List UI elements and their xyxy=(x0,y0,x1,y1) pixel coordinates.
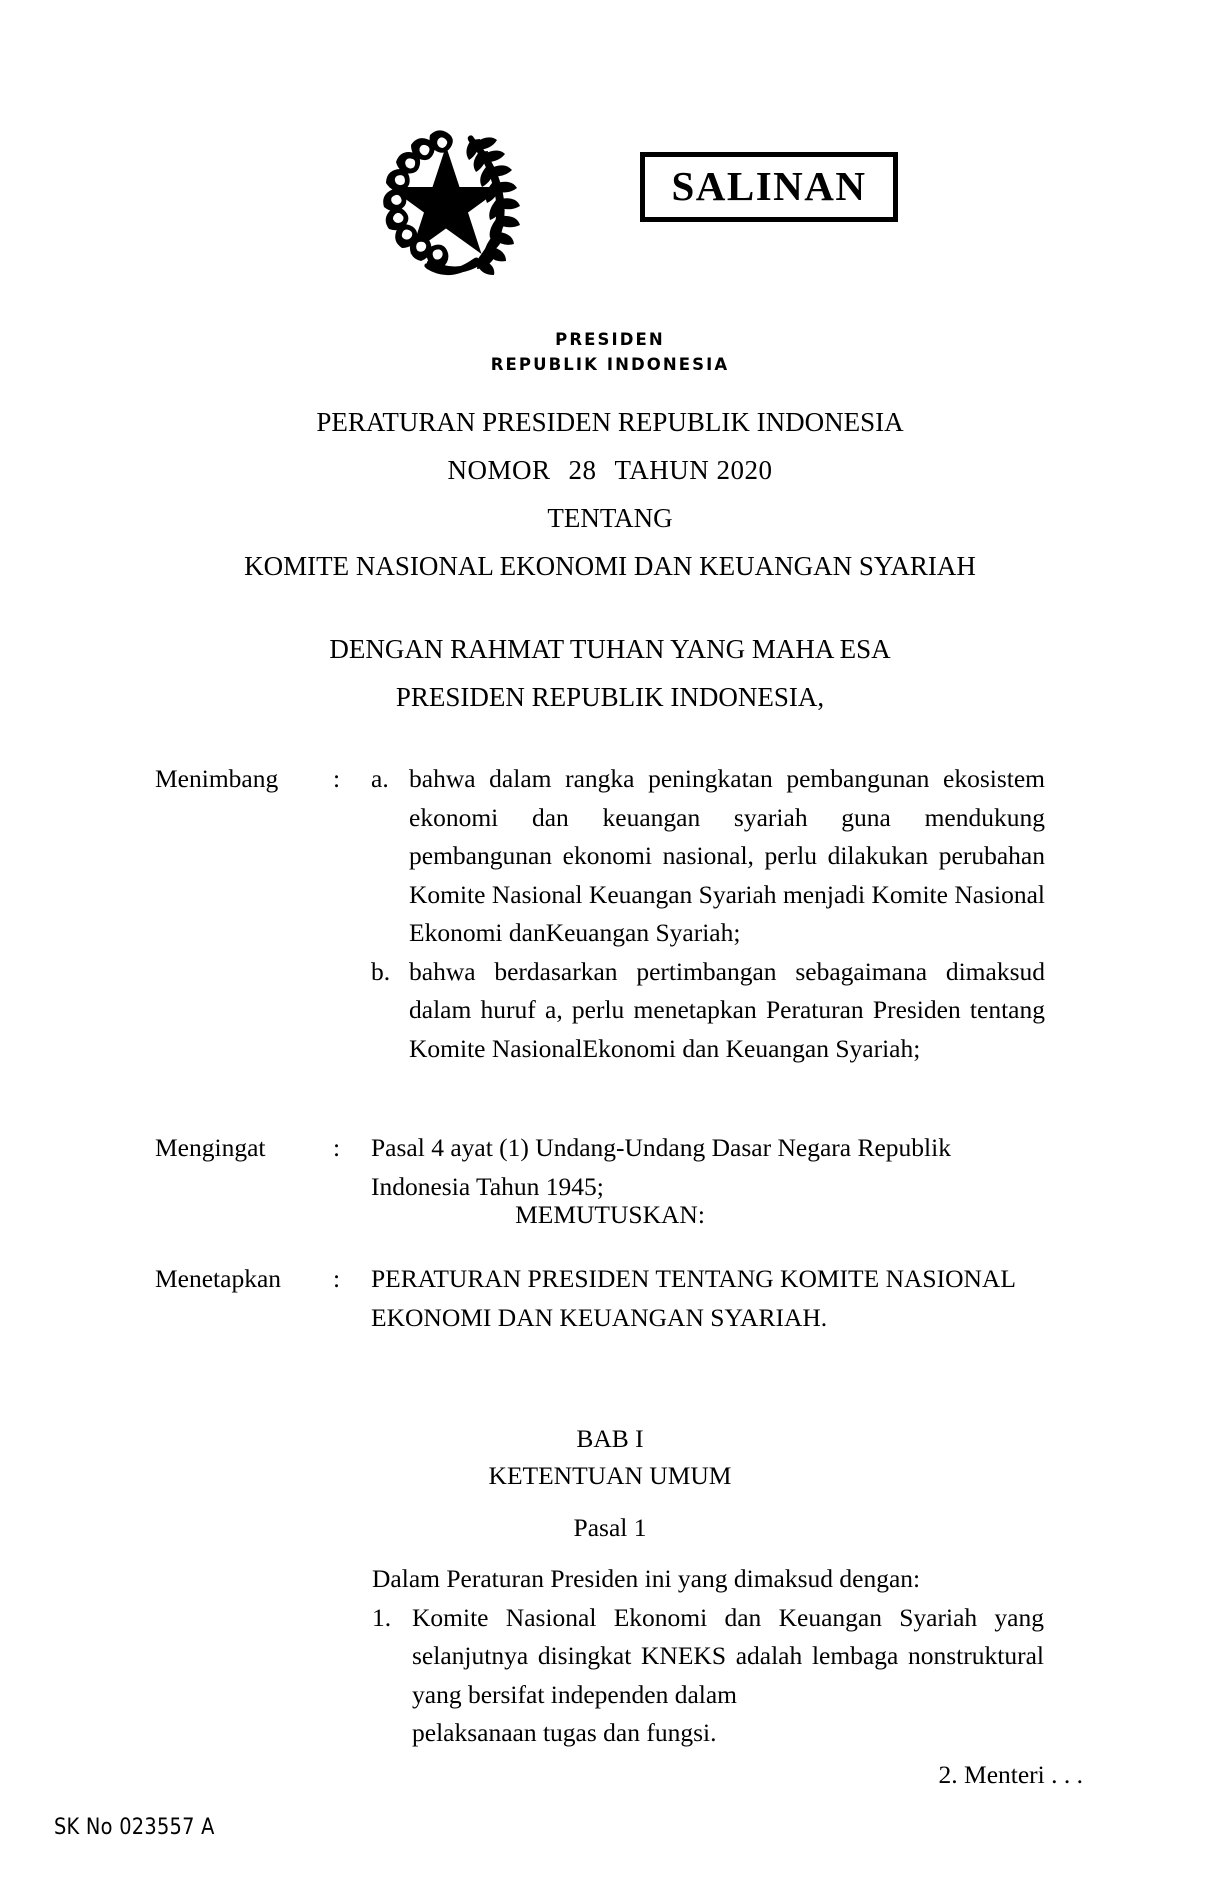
definition-item-marker: 1. xyxy=(372,1602,392,1632)
menimbang-item-marker: b. xyxy=(371,956,391,986)
menetapkan-label: Menetapkan xyxy=(155,1264,282,1293)
menimbang-item-text: bahwa dalam rangka peningkatan pembangunan ekosistem ekonomi dan keuangan syariah guna mendukung pembangunan ekonomi nasional, perlu dilakukan perubahan Komite Nasional Keuangan Syariah menjadi Komite Nasional Ekonomi dan xyxy=(409,764,1045,947)
menimbang-list xyxy=(371,760,1045,1068)
menetapkan-content xyxy=(371,1260,1045,1337)
menimbang-item-marker: a. xyxy=(371,764,389,793)
menimbang-colon: : xyxy=(333,764,341,793)
list-item xyxy=(371,953,1045,1069)
definition-item-lastline: pelaksanaan tugas dan fungsi. xyxy=(412,1718,717,1747)
salinan-stamp-label: SALINAN xyxy=(671,162,867,209)
memutuskan-heading: MEMUTUSKAN: xyxy=(515,1200,705,1229)
definitions-list xyxy=(372,1599,1044,1753)
menimbang-item-body xyxy=(409,953,1045,1069)
salinan-stamp xyxy=(640,152,897,222)
mengingat-section xyxy=(155,1129,1045,1206)
regulation-subject: KOMITE NASIONAL EKONOMI DAN KEUANGAN SYARIAH xyxy=(244,551,976,581)
menimbang-item-text: bahwa berdasarkan pertimbangan sebagaimana dimaksud dalam huruf a, perlu menetapkan Peraturan Presiden tentang Komite Nasional xyxy=(409,956,1045,1063)
list-item xyxy=(372,1599,1044,1753)
menimbang-item-lastline: Keuangan Syariah; xyxy=(545,918,741,947)
definition-item-text: Komite Nasional Ekonomi dan Keuangan Syariah yang selanjutnya disingkat KNEKS adalah lembaga nonstruktural yang bersifat independen dalam xyxy=(412,1602,1044,1709)
menimbang-label: Menimbang xyxy=(155,764,279,793)
menetapkan-colon: : xyxy=(333,1264,341,1293)
regulation-title-line: PERATURAN PRESIDEN REPUBLIK INDONESIA xyxy=(316,407,904,437)
republic-header-line-1: PRESIDEN xyxy=(555,330,665,349)
mengingat-colon: : xyxy=(333,1133,341,1162)
regulation-number-line xyxy=(0,446,1220,494)
menimbang-content xyxy=(371,760,1045,1068)
list-item xyxy=(371,760,1045,953)
article-intro: Dalam Peraturan Presiden ini yang dimaksud dengan: xyxy=(372,1564,921,1593)
masthead xyxy=(0,118,1220,288)
preamble-block xyxy=(0,625,1220,721)
mengingat-text: Pasal 4 ayat (1) Undang-Undang Dasar Negara Republik xyxy=(371,1133,951,1162)
continuation-marker: 2. Menteri . . . xyxy=(938,1760,1083,1789)
mengingat-content xyxy=(371,1129,1045,1206)
mengingat-lastline: Indonesia Tahun 1945; xyxy=(371,1171,604,1201)
preamble-rahmat: DENGAN RAHMAT TUHAN YANG MAHA ESA xyxy=(329,634,891,664)
sk-number: SK No 023557 A xyxy=(54,1815,215,1840)
article-heading: Pasal 1 xyxy=(573,1513,647,1542)
republic-header-line-2: REPUBLIK INDONESIA xyxy=(490,355,730,374)
menimbang-item-body xyxy=(409,760,1045,953)
nomor-value: 28 xyxy=(568,455,597,485)
preamble-president: PRESIDEN REPUBLIK INDONESIA, xyxy=(395,682,825,712)
mengingat-label: Mengingat xyxy=(155,1133,266,1162)
menetapkan-text: PERATURAN PRESIDEN TENTANG KOMITE NASIONAL xyxy=(371,1264,1016,1293)
nomor-label: NOMOR xyxy=(447,455,551,485)
chapter-title: KETENTUAN UMUM xyxy=(488,1461,732,1490)
tentang-label: TENTANG xyxy=(547,503,673,533)
chapter-number: BAB I xyxy=(576,1424,644,1453)
article-body xyxy=(372,1560,1044,1753)
menimbang-item-lastline: Ekonomi dan Keuangan Syariah; xyxy=(582,1033,921,1063)
tahun-value: 2020 xyxy=(716,455,773,485)
indonesian-presidential-star-wreath-emblem xyxy=(358,118,534,288)
menimbang-section xyxy=(155,760,1045,1068)
chapter-heading-block xyxy=(0,1420,1220,1494)
menetapkan-lastline: EKONOMI DAN KEUANGAN SYARIAH. xyxy=(371,1302,828,1332)
republic-header xyxy=(0,327,1220,377)
definition-item-body xyxy=(412,1599,1044,1753)
menetapkan-section xyxy=(155,1260,1045,1337)
regulation-title-block xyxy=(0,398,1220,590)
tahun-label: TAHUN xyxy=(614,455,710,485)
